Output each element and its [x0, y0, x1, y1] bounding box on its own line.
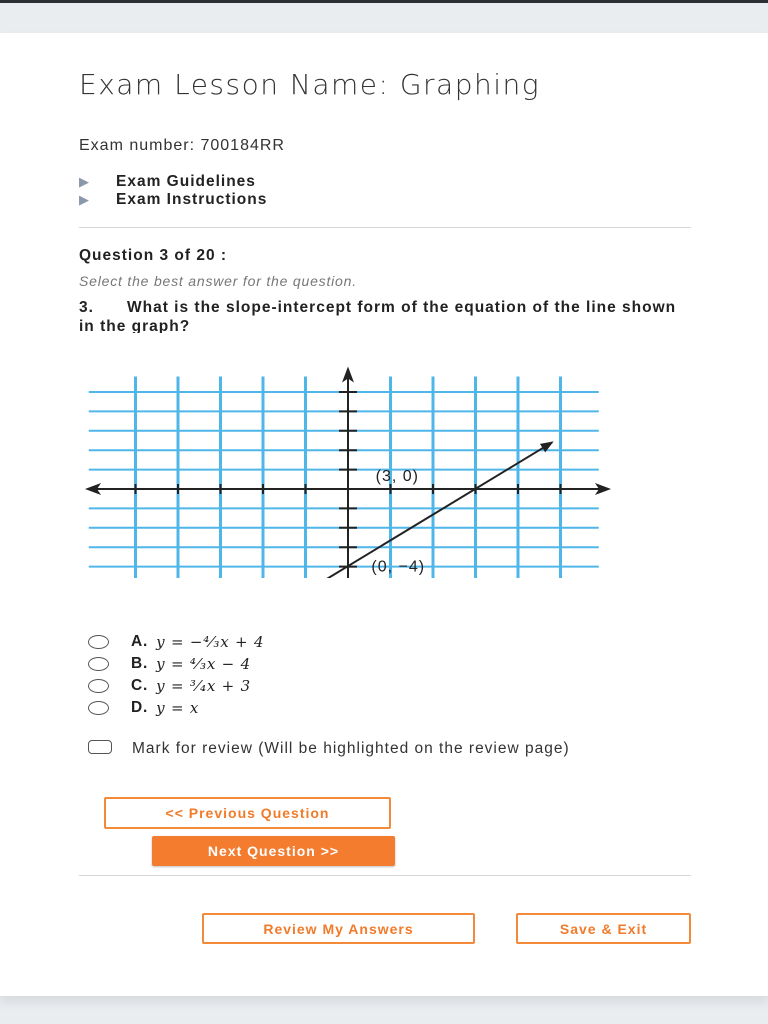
exam-guidelines-toggle[interactable]: [79, 173, 256, 191]
choice-expression: y = x: [156, 699, 200, 717]
expand-triangle-icon: ▶: [79, 192, 89, 207]
top-bar: [0, 0, 768, 3]
choice-letter: B.: [131, 655, 149, 672]
exam-guidelines-label: Exam Guidelines: [116, 173, 256, 190]
expand-triangle-icon: ▶: [79, 174, 89, 189]
mark-for-review[interactable]: [88, 739, 688, 758]
exam-title: Exam Lesson Name: Graphing: [79, 68, 541, 101]
radio-button[interactable]: [88, 635, 109, 649]
radio-button[interactable]: [88, 657, 109, 671]
choice-expression: y = ³⁄₄x + 3: [156, 677, 251, 695]
divider: [79, 875, 691, 876]
answer-choices: [88, 631, 264, 719]
choice-expression: y = ⁴⁄₃x − 4: [156, 655, 251, 673]
mark-review-label: Mark for review (Will be highlighted on the review page): [132, 740, 570, 757]
coordinate-graph: [76, 333, 611, 578]
mark-review-checkbox[interactable]: [88, 740, 112, 754]
divider: [79, 227, 691, 228]
choice-expression: y = −⁴⁄₃x + 4: [156, 633, 265, 651]
exam-page: [0, 33, 768, 996]
radio-button[interactable]: [88, 679, 109, 693]
radio-button[interactable]: [88, 701, 109, 715]
exam-instructions-toggle[interactable]: [79, 191, 267, 209]
choice-letter: A.: [131, 633, 149, 650]
choice-a[interactable]: [88, 631, 264, 653]
choice-c[interactable]: [88, 675, 264, 697]
previous-question-button[interactable]: << Previous Question: [104, 797, 391, 829]
choice-letter: D.: [131, 699, 149, 716]
exam-instructions-label: Exam Instructions: [116, 191, 268, 208]
choice-b[interactable]: [88, 653, 264, 675]
question-number: 3.: [79, 299, 94, 316]
question-text: [79, 298, 679, 336]
next-question-button[interactable]: Next Question >>: [152, 836, 395, 866]
question-heading: Question 3 of 20 :: [79, 247, 228, 264]
choice-letter: C.: [131, 677, 149, 694]
review-my-answers-button[interactable]: Review My Answers: [202, 913, 475, 944]
point-label-3-0: (3, 0): [375, 468, 419, 486]
choice-d[interactable]: [88, 697, 264, 719]
question-body: What is the slope-intercept form of the equation of the line shown in the graph?: [79, 299, 677, 335]
question-instruction: Select the best answer for the question.: [79, 273, 357, 289]
point-label-0-neg4: (0, −4): [371, 558, 426, 576]
save-exit-button[interactable]: Save & Exit: [516, 913, 691, 944]
exam-number: Exam number: 700184RR: [79, 137, 285, 154]
